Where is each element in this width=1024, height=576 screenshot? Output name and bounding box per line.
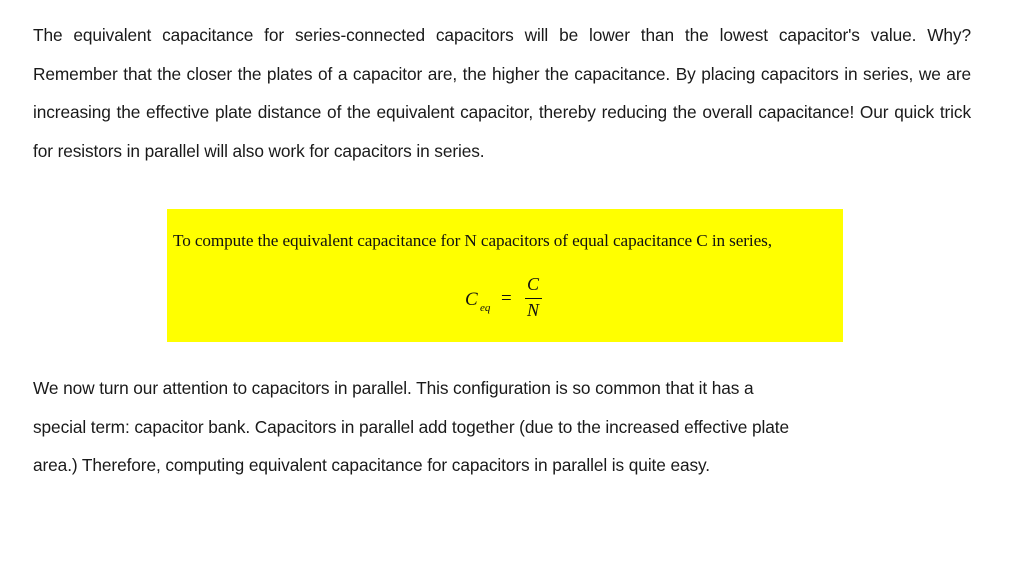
series-capacitance-paragraph: The equivalent capacitance for series-connected capacitors will be lower than the lowest capacitor's value. Why? Remember that the closer the plates of a capacitor are, the higher the capacitance. By placing capacitors in series, we are increasing the effective plate distance of the equivalent capacitor, thereby reducing the overall capacitance! Our quick trick for resistors in parallel will also work for capacitors in series. [33, 25, 971, 161]
formula-equals-sign: = [501, 288, 512, 309]
formula-lhs-symbol: C [465, 289, 478, 310]
callout-text: To compute the equivalent capacitance for N capacitors of equal capacitance C in series, [173, 231, 772, 250]
parallel-capacitance-paragraph [33, 369, 933, 485]
paragraph-line: We now turn our attention to capacitors in parallel. This configuration is so common that it has a [33, 378, 754, 398]
formula-lhs-subscript: eq [480, 302, 491, 314]
formula-fraction-bar [525, 298, 542, 299]
paragraph-line: special term: capacitor bank. Capacitors in parallel add together (due to the increased effective plate [33, 416, 789, 437]
formula-callout-box [167, 209, 843, 342]
formula-denominator: N [526, 300, 539, 320]
paragraph-line: area.) Therefore, computing equivalent capacitance for capacitors in parallel is quite easy. [33, 455, 710, 476]
formula-numerator: C [526, 274, 539, 294]
equivalent-capacitance-formula [465, 274, 555, 324]
